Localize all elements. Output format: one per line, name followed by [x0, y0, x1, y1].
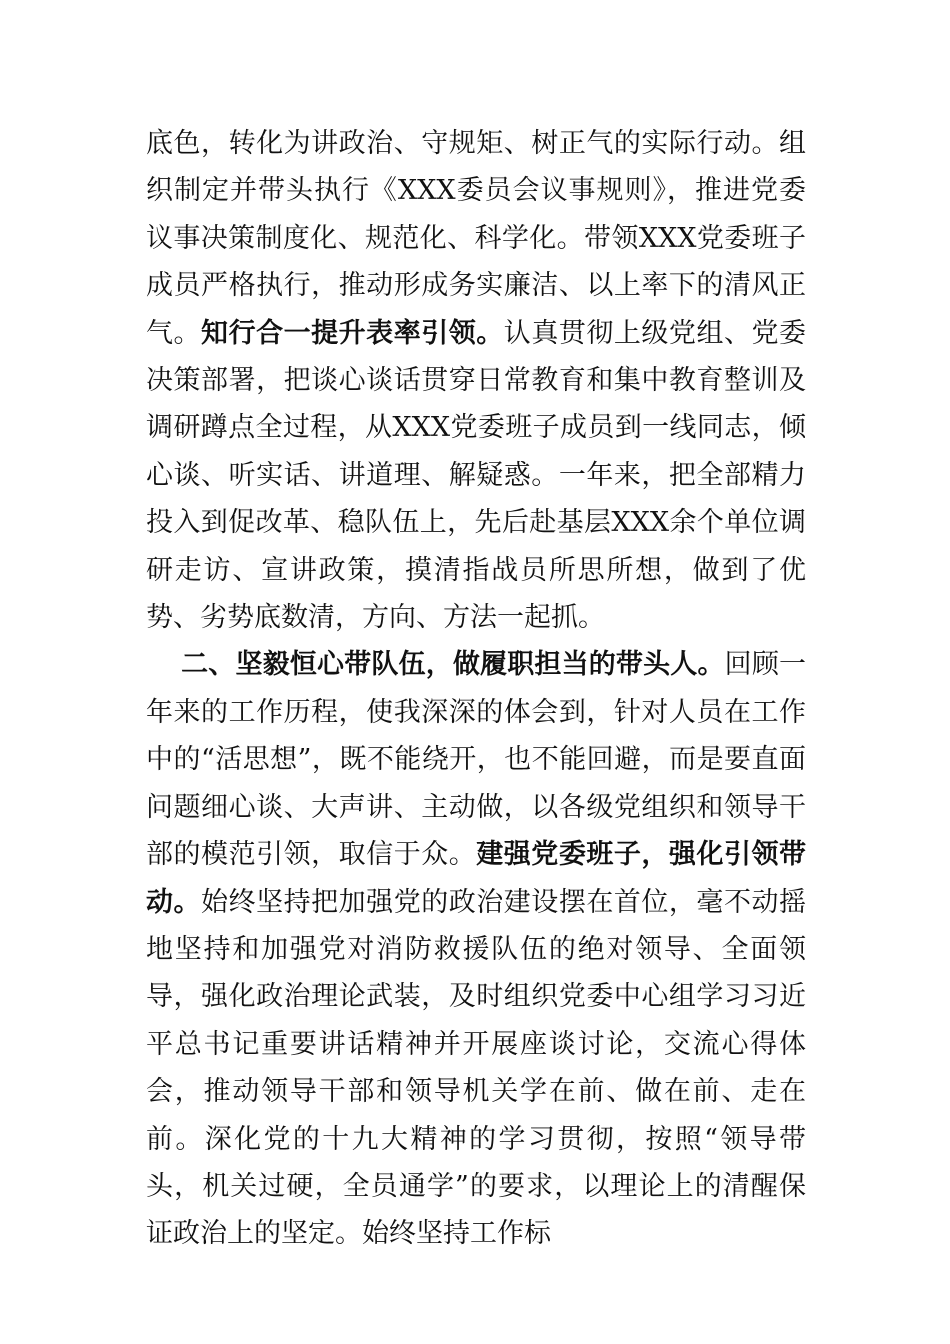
paragraph-2-run-2: 回顾一年来的工作历程，使我深深的体会到，针对人员在工作中的“活思想”，既不能绕开，也不能回避，而是要直面问题细心谈、大声讲、主动做，以各级党组织和领导干部的模范引领，取信于众。: [146, 649, 807, 871]
paragraph-1-heading-zhixing: 知行合一提升表率引领。: [201, 317, 504, 349]
paragraph-1: [146, 120, 806, 641]
paragraph-2-run-4: 始终坚持把加强党的政治建设摆在首位，毫不动摇地坚持和加强党对消防救援队伍的绝对领导、全面领导，强化政治理论武装，及时组织党委中心组学习习近平总书记重要讲话精神并开展座谈讨论，交流心得体会，推动领导干部和领导机关学在前、做在前、走在前。深化党的十九大精神的学习贯彻，按照“领导带头，机关过硬，全员通学”的要求，以理论上的清醒保证政治上的坚定。始终坚持工作标: [146, 886, 807, 1250]
section-heading-2: 二、坚毅恒心带队伍，做履职担当的带头人。: [181, 649, 725, 681]
paragraph-2-heading-jianqiang: 建强党委班子，强化引领带动。: [146, 839, 807, 918]
paragraph-1-run-1: 底色，转化为讲政治、守规矩、树正气的实际行动。组织制定并带头执行《XXX委员会议事规则》，推进党委议事决策制度化、规范化、科学化。带领XXX党委班子成员严格执行，推动形成务实廉洁、以上率下的清风正气。: [146, 128, 806, 349]
paragraph-1-run-3: 认真贯彻上级党组、党委决策部署，把谈心谈话贯穿日常教育和集中教育整训及调研蹲点全过程，从XXX党委班子成员到一线同志，倾心谈、听实话、讲道理、解疑惑。一年来，把全部精力投入到促改革、稳队伍上，先后赴基层XXX余个单位调研走访、宣讲政策，摸清指战员所思所想，做到了优势、劣势底数清，方向、方法一起抓。: [146, 317, 807, 634]
paragraph-2: [146, 641, 806, 1257]
document-body: [146, 120, 806, 1258]
